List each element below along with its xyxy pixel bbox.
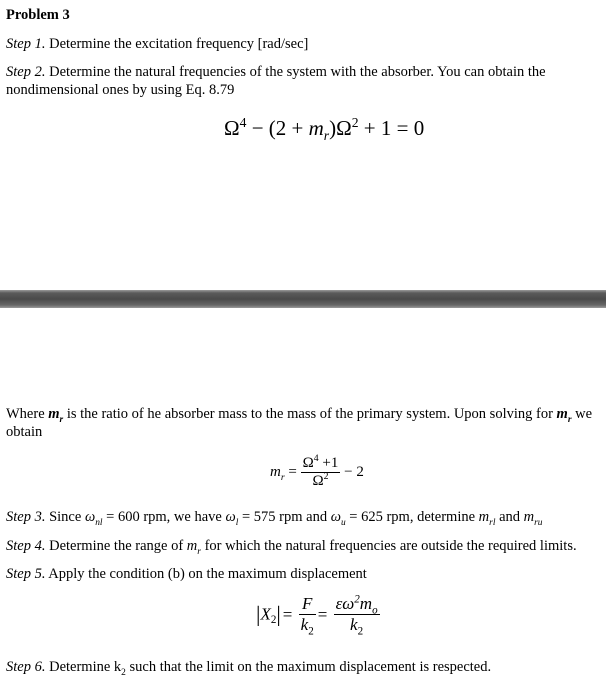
eq3-m-sub: o [372, 604, 378, 617]
eq2-den-exp: 2 [323, 470, 329, 482]
omega-symbol-2: Ω [336, 116, 352, 140]
step-3 [6, 508, 600, 526]
eq1-m: m [308, 116, 324, 140]
step-3-w2: ω [225, 509, 236, 525]
eq1-close: ) [329, 116, 337, 140]
step-3-s5: ru [534, 517, 543, 528]
eq2-num-omega: Ω [302, 455, 314, 471]
step-2-text: Determine the natural frequencies of the system with the absorber. You can obtain the nondimensional ones by using Eq. 8.79 [6, 64, 546, 98]
eq3-x: X [260, 604, 271, 624]
step-6 [6, 658, 600, 676]
step-3-a: Since [45, 509, 85, 525]
equation-frequency [224, 115, 425, 144]
eq2-r: r [280, 471, 285, 483]
step-3-s2: l [235, 517, 239, 528]
step-5-text: Apply the condition (b) on the maximum displacement [45, 566, 367, 582]
step-3-b: = 600 rpm, we have [102, 509, 226, 525]
step-3-w3: ω [330, 509, 341, 525]
step-3-s1: nl [95, 517, 103, 528]
eq1-tail: + 1 = 0 [358, 116, 425, 140]
eq2-numerator [301, 455, 341, 473]
step-3-e: and [495, 509, 524, 525]
eq3-equals-1: = [282, 604, 293, 624]
para-r-2: r [567, 414, 572, 425]
step-4-r: r [197, 546, 201, 557]
para-r: r [59, 414, 64, 425]
eq3-exp: 2 [354, 593, 360, 606]
step-3-m1: m [478, 509, 490, 525]
step-6-b: such that the limit on the maximum displacement is respected. [125, 659, 492, 675]
eq2-num-exp: 4 [313, 453, 319, 464]
eq3-num-2 [334, 595, 380, 615]
step-4-m: m [186, 538, 198, 554]
omega-symbol: Ω [224, 116, 240, 140]
abs-right: | [276, 601, 281, 627]
step-5 [6, 565, 600, 583]
eq3-m: m [359, 594, 373, 613]
step-4-a: Determine the range of [45, 538, 187, 554]
page-divider [0, 290, 606, 308]
eq2-equals: = [284, 463, 297, 480]
step-3-m2: m [523, 509, 535, 525]
exponent-2: 2 [351, 115, 359, 130]
step-5-label: Step 5. [6, 566, 46, 582]
step-4-b: for which the natural frequencies are outside the required limits. [200, 538, 577, 554]
eq2-den-omega: Ω [312, 472, 324, 489]
eq1-r: r [323, 128, 330, 144]
eq1-middle: − (2 + [246, 116, 309, 140]
eq2-num-tail: +1 [318, 455, 339, 471]
step-3-s4: rl [489, 517, 496, 528]
eq3-k: k [300, 614, 309, 634]
eq2-m: m [270, 463, 281, 480]
step-3-d: = 625 rpm, determine [345, 509, 479, 525]
eq3-k-sub: 2 [308, 625, 314, 638]
eq3-k-sub-2: 2 [357, 625, 364, 638]
para-text-1: Where [6, 406, 49, 422]
eq3-equals-2: = [317, 604, 328, 624]
step-1 [6, 35, 600, 53]
step-3-label: Step 3. [6, 509, 46, 525]
eq3-fraction-1 [299, 594, 316, 638]
eq3-den-1 [299, 614, 316, 638]
eq2-denominator [301, 470, 341, 490]
step-2 [6, 63, 576, 99]
step-3-s3: u [340, 517, 346, 528]
paragraph-mr [6, 405, 602, 441]
eq3-den-2 [334, 614, 380, 638]
eq3-eps: εω [335, 594, 355, 613]
eq3-fraction-2 [334, 593, 380, 638]
step-4 [6, 537, 600, 555]
step-4-label: Step 4. [6, 538, 46, 554]
step-6-a: Determine k [45, 659, 122, 675]
step-3-c: = 575 rpm and [238, 509, 331, 525]
exponent-4: 4 [239, 115, 247, 130]
equation-displacement [256, 593, 380, 638]
para-m-2: m [556, 406, 568, 422]
eq3-x-sub: 2 [270, 613, 277, 626]
step-6-label: Step 6. [6, 659, 46, 675]
problem-title: Problem 3 [6, 7, 70, 23]
para-m: m [48, 406, 60, 422]
step-1-text: Determine the excitation frequency [rad/sec] [49, 36, 309, 52]
equation-mr [270, 455, 364, 490]
abs-left: | [256, 601, 261, 627]
step-2-label: Step 2. [6, 64, 46, 80]
eq2-tail: − 2 [340, 463, 364, 480]
para-text-2: is the ratio of he absorber mass to the mass of the primary system. Upon solving for [63, 406, 557, 422]
step-3-w1: ω [84, 509, 96, 525]
para-text-3: we obtain [6, 406, 593, 440]
step-6-sub: 2 [121, 667, 126, 678]
eq2-fraction [301, 455, 341, 490]
eq3-k-2: k [350, 614, 358, 634]
eq3-F: F [299, 595, 316, 615]
step-1-label: Step 1. [6, 36, 46, 52]
